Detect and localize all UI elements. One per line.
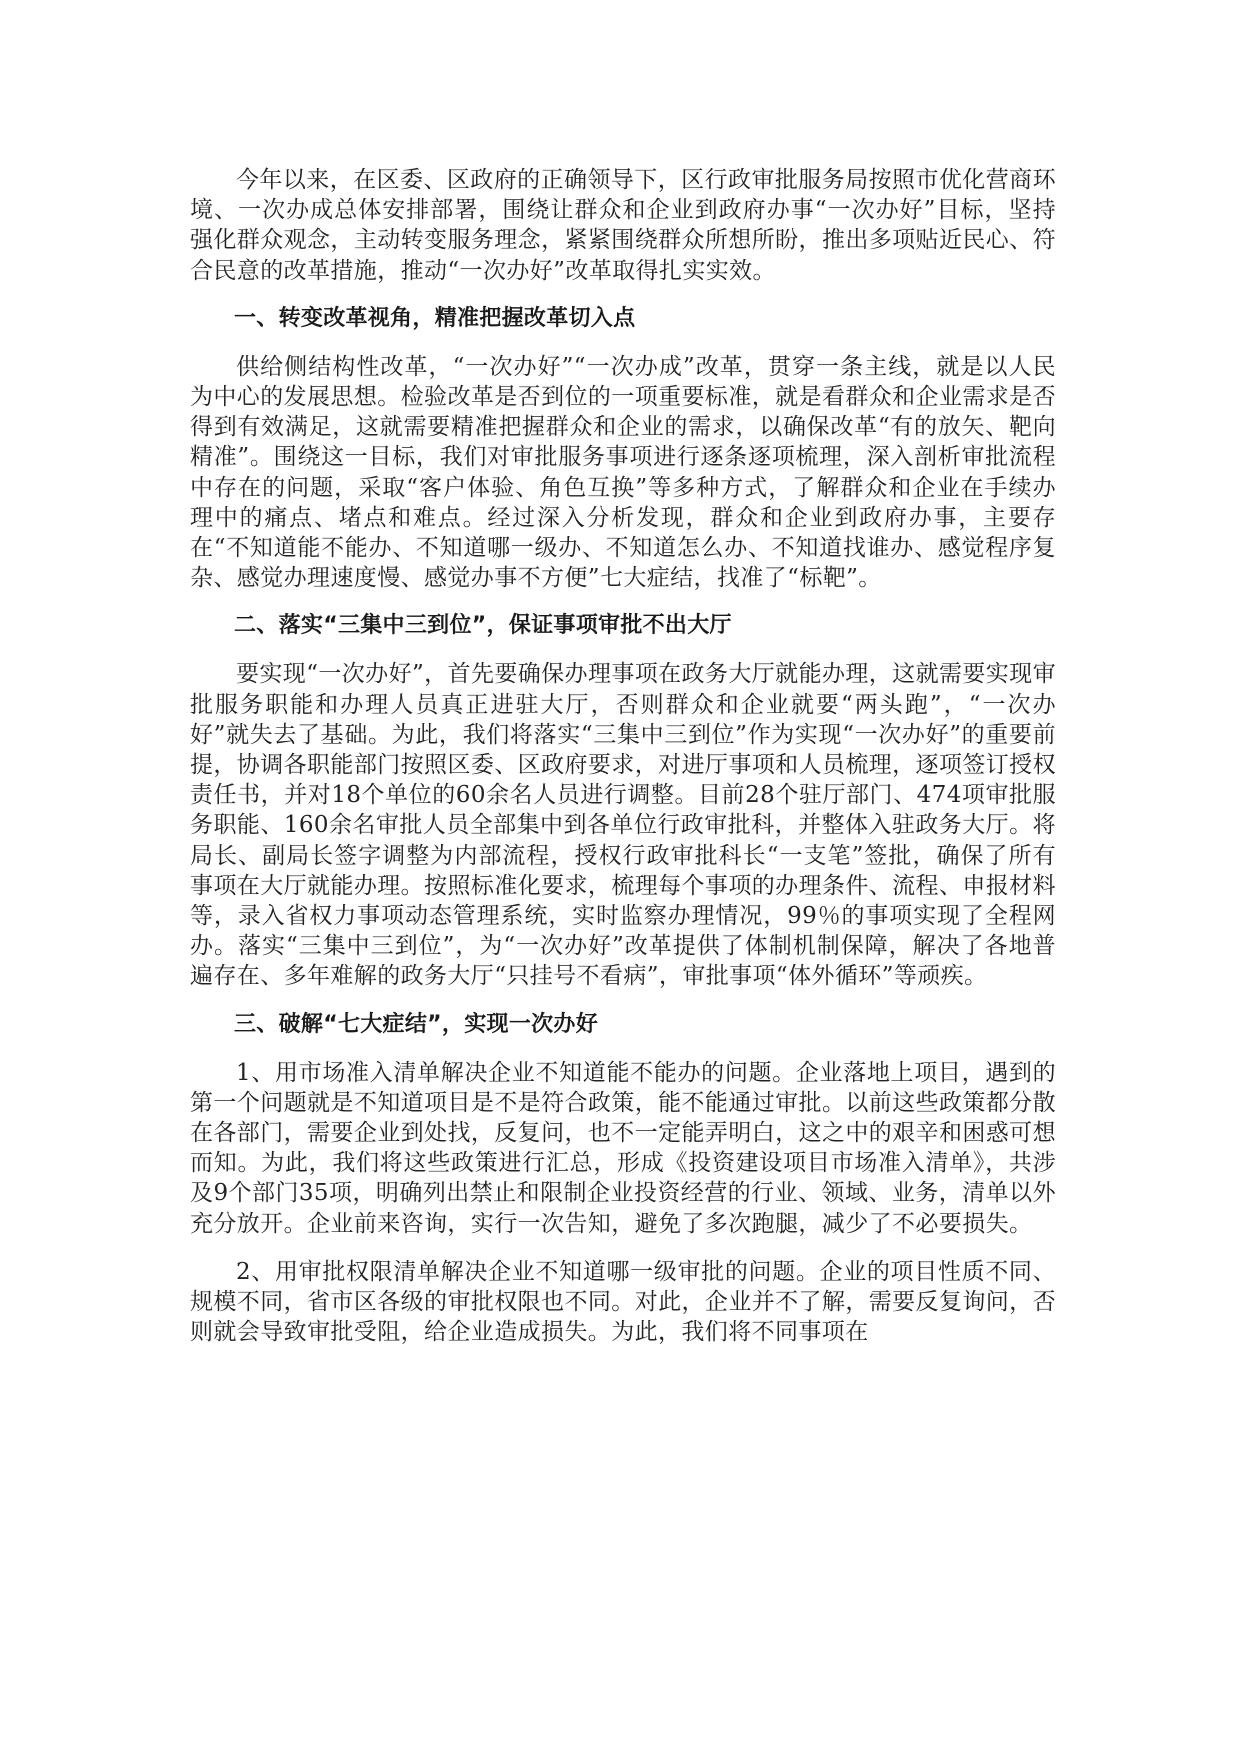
section-3-paragraph-2: 2、用审批权限清单解决企业不知道哪一级审批的问题。企业的项目性质不同、规模不同，省市区各级的审批权限也不同。对此，企业并不了解，需要反复询问，否则就会导致审批受阻，给企业造成损失。为此，我们将不同事项在 [190, 1258, 1056, 1346]
section-3-heading: 三、破解“七大症结”，实现一次办好 [234, 1011, 599, 1037]
section-3-paragraph-1: 1、用市场准入清单解决企业不知道能不能办的问题。企业落地上项目，遇到的第一个问题就是不知道项目是不是符合政策，能不能通过审批。以前这些政策都分散在各部门，需要企业到处找，反复问，也不一定能弄明白，这之中的艰辛和困惑可想而知。为此，我们将这些政策进行汇总，形成《投资建设项目市场准入清单》，共涉及9个部门35项，明确列出禁止和限制企业投资经营的行业、领域、业务，清单以外充分放开。企业前来咨询，实行一次告知，避免了多次跑腿，减少了不必要损失。 [190, 1059, 1056, 1237]
section-2-heading: 二、落实“三集中三到位”，保证事项审批不出大厅 [234, 613, 732, 639]
section-2-paragraph-1: 要实现“一次办好”，首先要确保办理事项在政务大厅就能办理，这就需要实现审批服务职能和办理人员真正进驻大厅，否则群众和企业就要“两头跑”，“一次办好”就失去了基础。为此，我们将落实“三集中三到位”作为实现“一次办好”的重要前提，协调各职能部门按照区委、区政府要求，对进厅事项和人员梳理，逐项签订授权责任书，并对18个单位的60余名人员进行调整。目前28个驻厅部门、474项审批服务职能、160余名审批人员全部集中到各单位行政审批科，并整体入驻政务大厅。将局长、副局长签字调整为内部流程，授权行政审批科长“一支笔”签批，确保了所有事项在大厅就能办理。按照标准化要求，梳理每个事项的办理条件、流程、申报材料等，录入省权力事项动态管理系统，实时监察办理情况，99％的事项实现了全程网办。落实“三集中三到位”，为“一次办好”改革提供了体制机制保障，解决了各地普遍存在、多年难解的政务大厅“只挂号不看病”，审批事项“体外循环”等顽疾。 [190, 661, 1056, 990]
section-1-heading: 一、转变改革视角，精准把握改革切入点 [234, 305, 636, 331]
intro-paragraph: 今年以来，在区委、区政府的正确领导下，区行政审批服务局按照市优化营商环境、一次办成总体安排部署，围绕让群众和企业到政府办事“一次办好”目标，坚持强化群众观念，主动转变服务理念，紧紧围绕群众所想所盼，推出多项贴近民心、符合民意的改革措施，推动“一次办好”改革取得扎实实效。 [190, 167, 1056, 284]
document-page [190, 165, 1056, 1366]
section-1-paragraph-1: 供给侧结构性改革，“一次办好”“一次办成”改革，贯穿一条主线，就是以人民为中心的发展思想。检验改革是否到位的一项重要标准，就是看群众和企业需求是否得到有效满足，这就需要精准把握群众和企业的需求，以确保改革“有的放矢、靶向精准”。围绕这一目标，我们对审批服务事项进行逐条逐项梳理，深入剖析审批流程中存在的问题，采取“客户体验、角色互换”等多种方式，了解群众和企业在手续办理中的痛点、堵点和难点。经过深入分析发现，群众和企业到政府办事，主要存在“不知道能不能办、不知道哪一级办、不知道怎么办、不知道找谁办、感觉程序复杂、感觉办理速度慢、感觉办事不方便”七大症结，找准了“标靶”。 [190, 353, 1056, 592]
